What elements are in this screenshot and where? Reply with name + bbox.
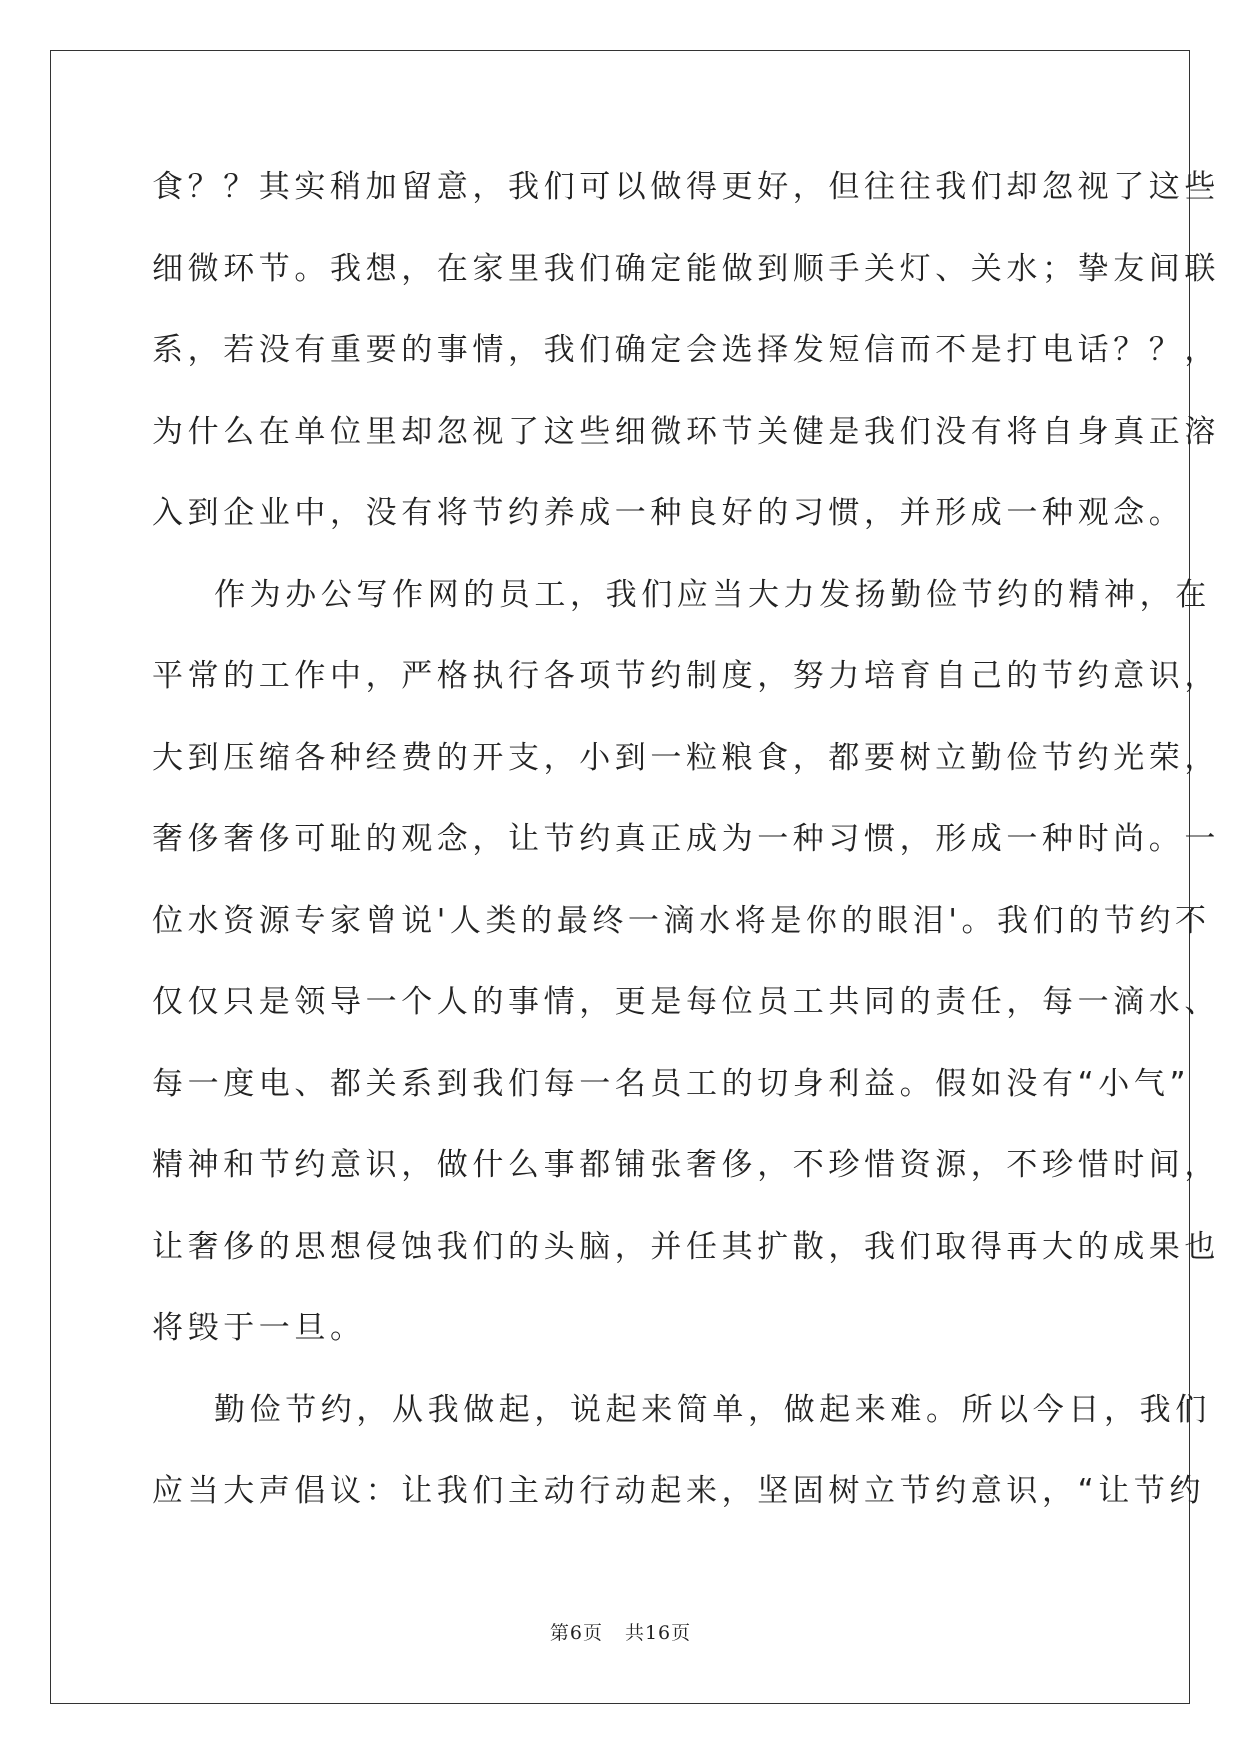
text-line: 仅仅只是领导一个人的事情，更是每位员工共同的责任，每一滴水、 [152, 984, 1220, 1020]
text-line: 让奢侈的思想侵蚀我们的头脑，并任其扩散，我们取得再大的成果也 [152, 1228, 1220, 1265]
text-line: 位水资源专家曾说'人类的最终一滴水将是你的眼泪'。我们的节约不 [152, 902, 1211, 939]
text-line: 精神和节约意识，做什么事都铺张奢侈，不珍惜资源，不珍惜时间， [152, 1147, 1220, 1183]
text-line: 系，若没有重要的事情，我们确定会选择发短信而不是打电话？？， [152, 332, 1220, 368]
page-footer [0, 1618, 1241, 1645]
page-number: 第6页 [549, 1622, 603, 1644]
page-total: 共16页 [624, 1622, 692, 1644]
text-line: 为什么在单位里却忽视了这些细微环节关健是我们没有将自身真正溶 [152, 413, 1220, 450]
text-line: 将毁于一旦。 [152, 1310, 366, 1346]
document-body [152, 158, 1220, 1544]
text-line: 入到企业中，没有将节约养成一种良好的习惯，并形成一种观念。 [152, 495, 1185, 531]
paragraph-start-line: 勤俭节约，从我做起，说起来简单，做起来难。所以今日，我们 [214, 1391, 1211, 1428]
text-line: 大到压缩各种经费的开支，小到一粒粮食，都要树立勤俭节约光荣， [152, 739, 1220, 776]
text-line: 奢侈奢侈可耻的观念，让节约真正成为一种习惯，形成一种时尚。一 [152, 821, 1220, 857]
text-line: 细微环节。我想，在家里我们确定能做到顺手关灯、关水；挚友间联 [152, 250, 1220, 287]
text-line: 平常的工作中，严格执行各项节约制度，努力培育自己的节约意识， [152, 658, 1220, 694]
text-line: 食？？其实稍加留意，我们可以做得更好，但往往我们却忽视了这些 [152, 169, 1220, 205]
text-line: 应当大声倡议：让我们主动行动起来，坚固树立节约意识，“让节约 [152, 1473, 1206, 1509]
text-line: 每一度电、都关系到我们每一名员工的切身利益。假如没有“小气” [152, 1065, 1191, 1102]
paragraph-start-line: 作为办公写作网的员工，我们应当大力发扬勤俭节约的精神，在 [214, 576, 1211, 613]
